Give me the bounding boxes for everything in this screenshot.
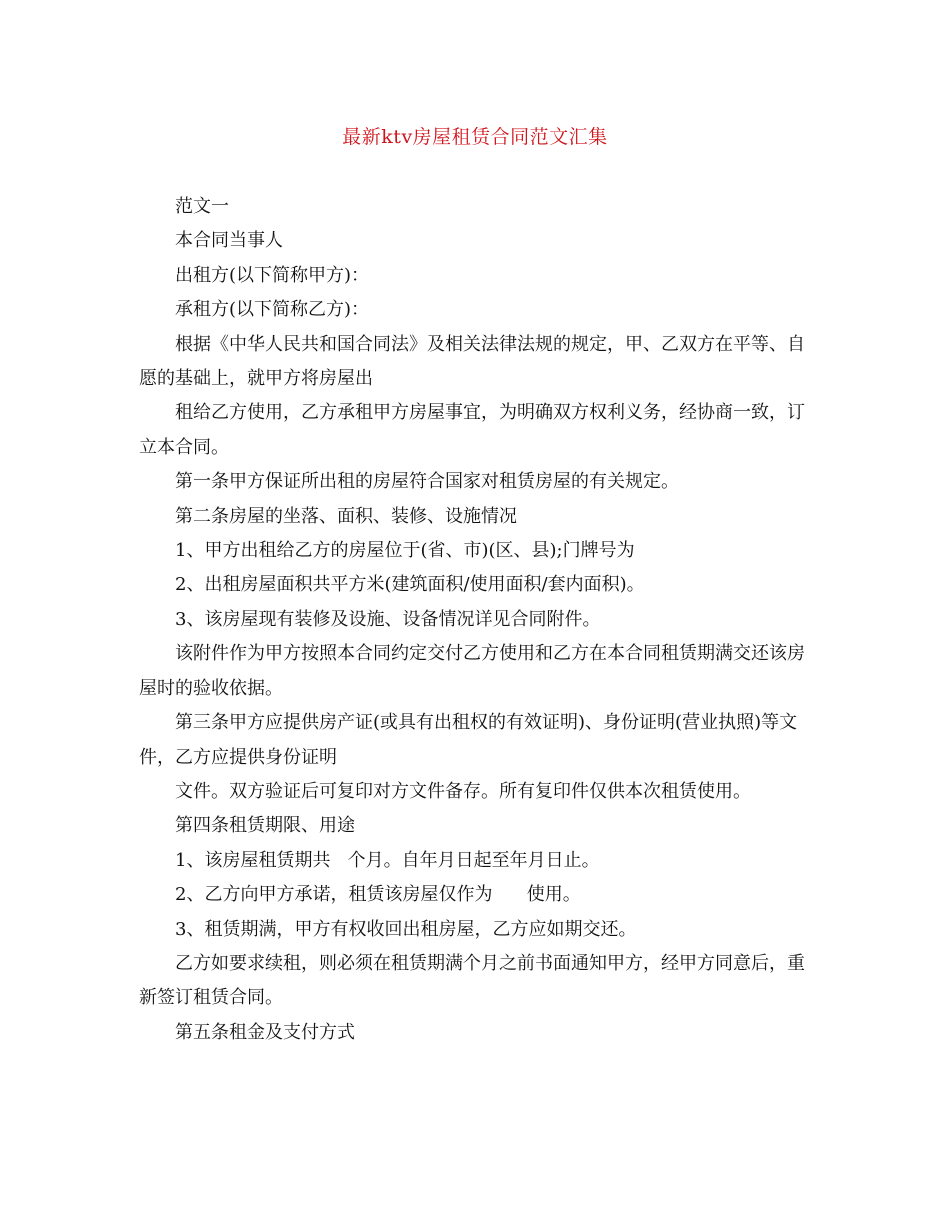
paragraph-article-3: 第三条甲方应提供房产证(或具有出租权的有效证明)、身份证明(营业执照)等文件，乙方应提供身份证明 [139,712,798,768]
paragraph-article-1: 第一条甲方保证所出租的房屋符合国家对租赁房屋的有关规定。 [175,471,679,493]
paragraph-lessee: 承租方(以下简称乙方)： [175,299,370,321]
paragraph-article-2-item-3: 3、该房屋现有装修及设施、设备情况详见合同附件。 [175,608,601,630]
paragraph-heading-sample-1: 范文一 [175,196,229,217]
paragraph-article-2-item-1: 1、甲方出租给乙方的房屋位于(省、市)(区、县);门牌号为 [175,540,635,562]
paragraph-article-3-cont: 文件。双方验证后可复印对方文件备存。所有复印件仅供本次租赁使用。 [175,780,751,802]
paragraph-article-4-item-2: 2、乙方向甲方承诺，租赁该房屋仅作为 使用。 [175,884,581,906]
paragraph-article-2: 第二条房屋的坐落、面积、装修、设施情况 [175,505,517,527]
document-body [139,190,819,1050]
paragraph-legal-basis: 根据《中华人民共和国合同法》及相关法律法规的规定，甲、乙双方在平等、自愿的基础上，就甲方将房屋出 [139,333,805,390]
paragraph-article-2-item-2: 2、出租房屋面积共平方米(建筑面积/使用面积/套内面积)。 [175,574,645,596]
paragraph-article-5: 第五条租金及支付方式 [175,1021,355,1043]
paragraph-renewal: 乙方如要求续租，则必须在租赁期满个月之前书面通知甲方，经甲方同意后，重新签订租赁合同。 [139,952,805,1009]
paragraph-lessor: 出租方(以下简称甲方)： [175,264,370,286]
paragraph-agreement: 租给乙方使用，乙方承租甲方房屋事宜，为明确双方权利义务，经协商一致，订立本合同。 [139,402,805,458]
paragraph-article-4-item-1: 1、该房屋租赁期共 个月。自年月日起至年月日止。 [175,849,600,871]
document-title: 最新ktv房屋租赁合同范文汇集 [342,126,608,148]
paragraph-article-4: 第四条租赁期限、用途 [175,815,355,837]
paragraph-attachment-note: 该附件作为甲方按照本合同约定交付乙方使用和乙方在本合同租赁期满交还该房屋时的验收依据。 [139,643,805,699]
paragraph-article-4-item-3: 3、租赁期满，甲方有权收回出租房屋，乙方应如期交还。 [175,918,637,940]
paragraph-parties: 本合同当事人 [175,230,283,252]
